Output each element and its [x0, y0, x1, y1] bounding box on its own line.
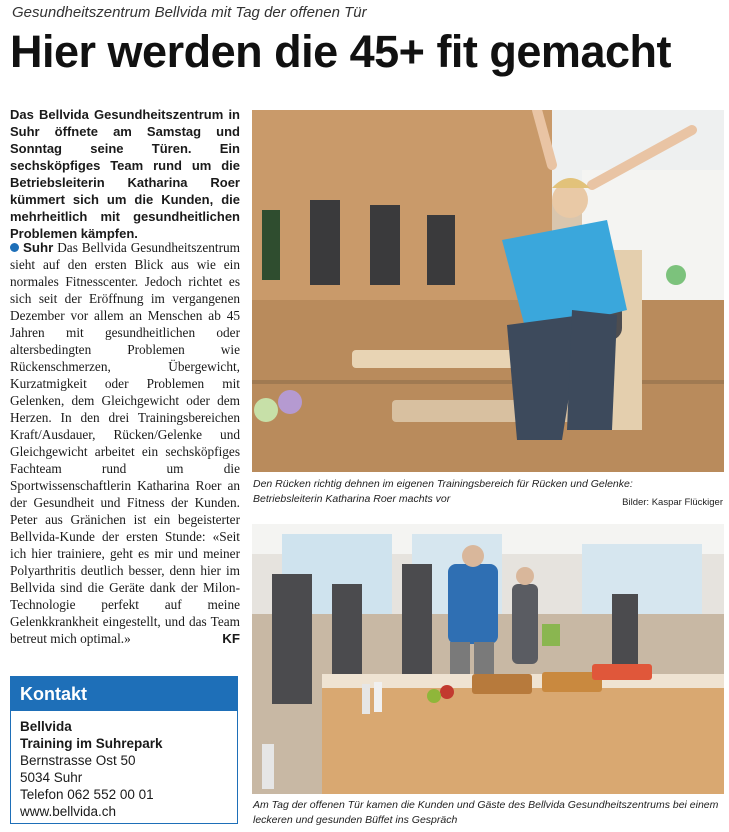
photo2-caption: Am Tag der offenen Tür kamen die Kunden und Gäste des Bellvida Gesundheitszentrums bei einem leckeren und gesunden Büffet ins Gespräch [253, 799, 719, 826]
contact-details [11, 711, 237, 820]
contact-subtitle: Training im Suhrepark [20, 736, 163, 751]
photo1-caption: Den Rücken richtig dehnen im eigenen Trainingsbereich für Rücken und Gelenke: Betriebsleiterin Katharina Roer machts vor [253, 478, 633, 505]
contact-city: 5034 Suhr [20, 770, 83, 785]
bullet-dot-icon [10, 243, 19, 252]
article-author: KF [222, 631, 240, 646]
contact-box [10, 676, 238, 824]
photo-credit: Bilder: Kaspar Flückiger [622, 497, 723, 508]
photo-back-stretch [252, 110, 724, 472]
article-dateline: Suhr [23, 240, 54, 255]
article-headline: Hier werden die 45+ fit gemacht [10, 26, 671, 77]
contact-phone: Telefon 062 552 00 01 [20, 787, 154, 802]
photo-open-day-buffet [252, 524, 724, 794]
contact-website[interactable]: www.bellvida.ch [20, 804, 117, 819]
contact-street: Bernstrasse Ost 50 [20, 753, 136, 768]
contact-title: Kontakt [11, 677, 237, 711]
article-body-text: Das Bellvida Gesundheitszentrum sieht auf den ersten Blick aus wie ein normales Fitnesscenter. Jedoch richtet es sich seit der Eröffnung im vergangenen Dezember vor allem an Menschen ab 45 Jahren mit gesundheitlichen oder altersbedingten Problemen wie Rückenschmerzen, Übergewicht, Kurzatmigkeit oder Problemen mit Gelenken, dem Gleichgewicht oder dem Herzen. In den drei Trainingsbereichen Kraft/Ausdauer, Rücken/Gelenke und Gleichgewicht arbeitet ein sechsköpfiges Fachteam rund um die Sportwissenschaftlerin Katharina Roer an der Gesundheit und Fitness der Kunden. Peter aus Gränichen ist ein begeisterter Bellvida-Kunde der ersten Stunde: «Seit ich hier trainiere, geht es mir und meiner Polyarthritis deutlich besser, denn hier im Bellvida sind die Geräte dank der Milon-Technologie perfekt auf meine Gelenkkrankheit eingestellt, und das Team betreut mich optimal.» [10, 240, 240, 646]
contact-name: Bellvida [20, 719, 72, 734]
article-body [10, 239, 240, 647]
article-lead: Das Bellvida Gesundheitszentrum in Suhr öffnete am Samstag und Sonntag seine Türen. Ein sechsköpfiges Team rund um die Betriebsleiterin Katharina Roer kümmert sich um die Kunden, die mehrheitlich mit gesundheitlichen Problemen kämpfen. [10, 107, 240, 241]
article-kicker: Gesundheitszentrum Bellvida mit Tag der offenen Tür [12, 4, 367, 21]
